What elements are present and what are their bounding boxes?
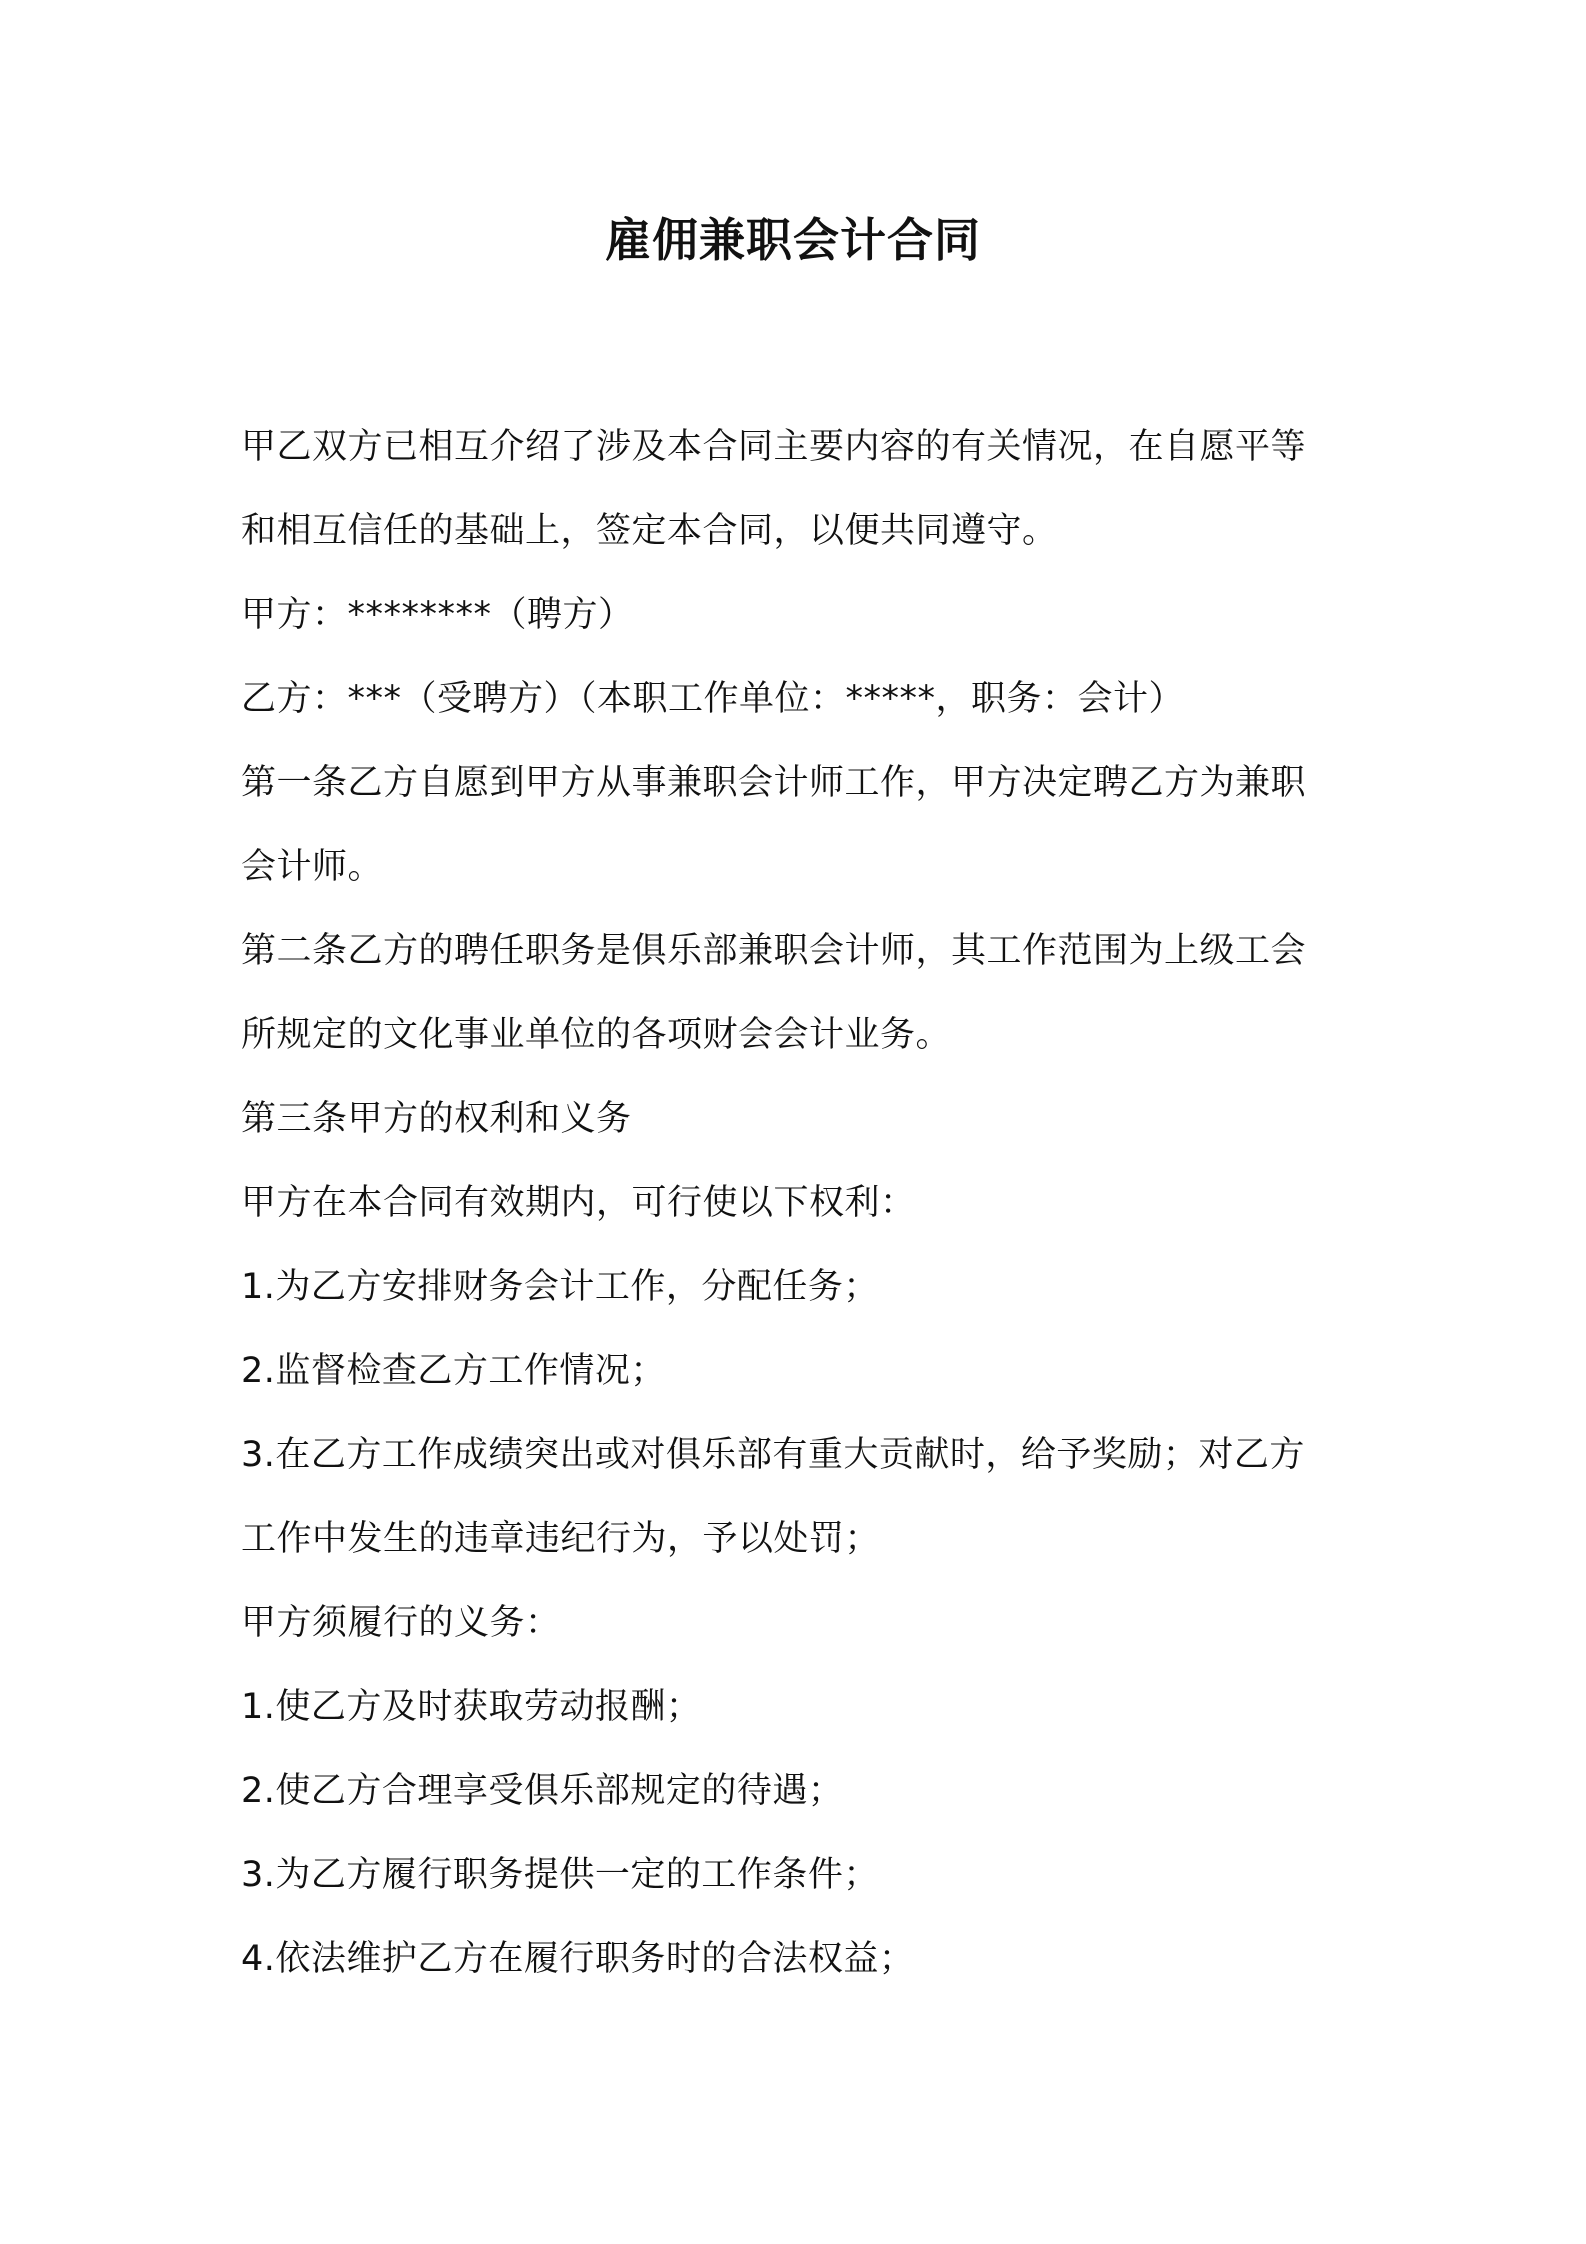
article-3-heading: 第三条甲方的权利和义务 [241,1099,632,1139]
obligations-intro: 甲方须履行的义务： [241,1603,561,1643]
obligations-item: 3.为乙方履行职务提供一定的工作条件； [241,1855,879,1895]
rights-item: 1.为乙方安排财务会计工作，分配任务； [241,1267,879,1307]
document-title: 雇佣兼职会计合同 [605,213,981,267]
rights-item: 工作中发生的违章违纪行为，予以处罚； [241,1519,881,1559]
rights-intro: 甲方在本合同有效期内，可行使以下权利： [241,1183,916,1223]
article-1-line: 会计师。 [241,847,384,887]
obligations-item: 1.使乙方及时获取劳动报酬； [241,1687,702,1727]
party-a-line: 甲方：********（聘方） [241,595,634,635]
article-1-line: 第一条乙方自愿到甲方从事兼职会计师工作，甲方决定聘乙方为兼职 [241,763,1307,803]
paragraph-line: 和相互信任的基础上，签定本合同，以便共同遵守。 [241,511,1058,551]
document-body [241,405,1361,2001]
article-2-line: 第二条乙方的聘任职务是俱乐部兼职会计师，其工作范围为上级工会 [241,931,1307,971]
obligations-item: 2.使乙方合理享受俱乐部规定的待遇； [241,1771,844,1811]
party-b-line: 乙方：***（受聘方）（本职工作单位：*****，职务：会计） [241,679,1185,719]
paragraph-line: 甲乙双方已相互介绍了涉及本合同主要内容的有关情况，在自愿平等 [241,427,1307,467]
rights-item: 2.监督检查乙方工作情况； [241,1351,666,1391]
rights-item: 3.在乙方工作成绩突出或对俱乐部有重大贡献时，给予奖励；对乙方 [241,1435,1305,1475]
obligations-item: 4.依法维护乙方在履行职务时的合法权益； [241,1939,915,1979]
article-2-line: 所规定的文化事业单位的各项财会会计业务。 [241,1015,952,1055]
